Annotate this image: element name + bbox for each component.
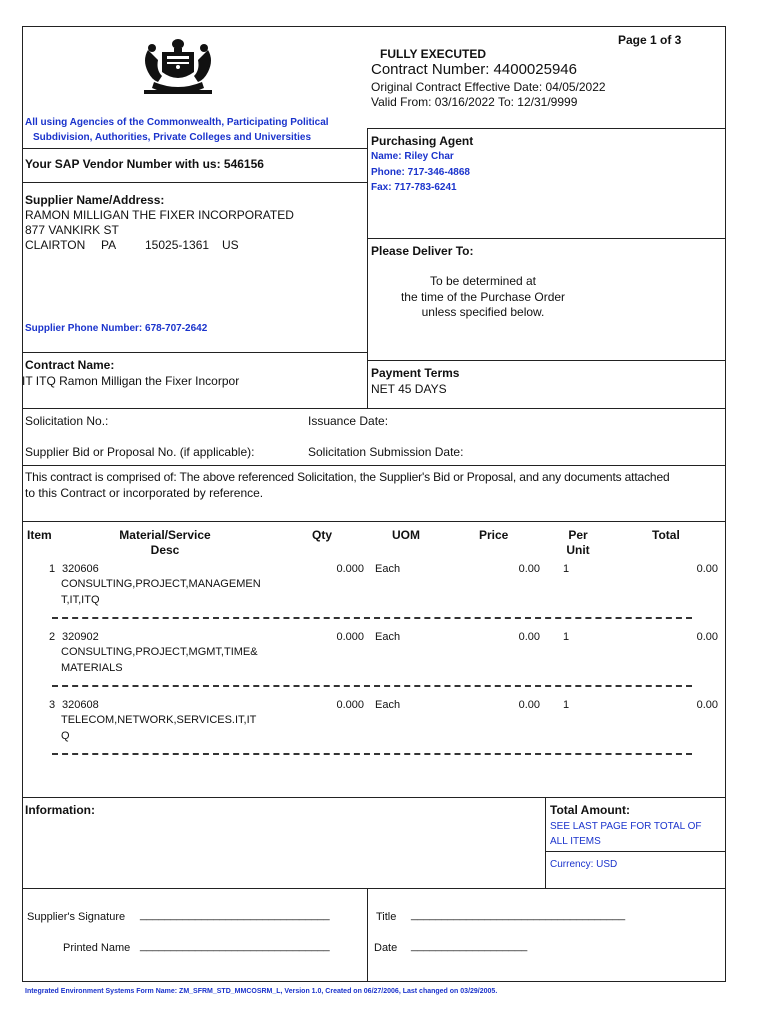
header-price: Price xyxy=(479,528,509,542)
supplier-street: 877 VANKIRK ST xyxy=(25,223,119,237)
agencies-line2: Subdivision, Authorities, Private Colleges and Universities xyxy=(33,132,312,143)
line-info-top xyxy=(22,797,726,798)
row3-uom: Each xyxy=(375,699,401,711)
row3-desc1: TELECOM,NETWORK,SERVICES.IT,IT xyxy=(61,714,257,726)
contract-name-title: Contract Name: xyxy=(25,358,115,372)
date-label: Date xyxy=(374,942,398,954)
agencies-line1: All using Agencies of the Commonwealth, Participating Political xyxy=(25,117,329,128)
supplier-city: CLAIRTON xyxy=(25,238,86,252)
payment-terms-title: Payment Terms xyxy=(371,366,460,380)
printed-name-line[interactable]: _______________________________ xyxy=(140,940,330,952)
row1-desc1: CONSULTING,PROJECT,MANAGEMEN xyxy=(61,578,261,590)
line-solicitation-top xyxy=(22,408,726,409)
row1-separator xyxy=(52,617,692,627)
row3-price: 0.00 xyxy=(518,699,540,711)
effective-date: Original Contract Effective Date: 04/05/2022 xyxy=(371,80,606,94)
row1-price: 0.00 xyxy=(518,563,540,575)
contract-number: Contract Number: 4400025946 xyxy=(371,61,577,78)
row1-uom: Each xyxy=(375,563,401,575)
supplier-name: RAMON MILLIGAN THE FIXER INCORPORATED xyxy=(25,208,294,222)
row3-code: 320608 xyxy=(62,699,99,711)
header-material: Material/Service xyxy=(119,528,211,542)
line-payment-top xyxy=(367,360,726,361)
agent-name: Name: Riley Char xyxy=(371,151,454,162)
row2-total: 0.00 xyxy=(696,631,718,643)
row1-item: 1 xyxy=(49,563,56,575)
info-divider xyxy=(545,797,546,889)
information-label: Information: xyxy=(25,803,95,817)
footer-form-name: Integrated Environment Systems Form Name: ZM_SFRM_STD_MMCOSRM_L, Version 1.0, Created on 06/27/2006, Last changed on 03/29/2005. xyxy=(25,988,498,995)
header-qty: Qty xyxy=(312,528,333,542)
frame-right xyxy=(725,26,726,982)
comprised-line2: to this Contract or incorporated by reference. xyxy=(25,486,264,500)
upper-divider xyxy=(367,128,368,408)
row2-uom: Each xyxy=(375,631,401,643)
row1-qty: 0.000 xyxy=(336,563,364,575)
row3-separator xyxy=(52,753,692,763)
row2-desc2: MATERIALS xyxy=(61,662,123,674)
line-table-top xyxy=(22,521,726,522)
frame-bottom xyxy=(22,981,726,982)
line-comprised-top xyxy=(22,465,726,466)
row3-qty: 0.000 xyxy=(336,699,364,711)
supplier-signature-label: Supplier's Signature xyxy=(27,911,126,923)
signature-divider xyxy=(367,888,368,982)
title-label: Title xyxy=(376,911,397,923)
agent-fax: Fax: 717-783-6241 xyxy=(371,182,457,193)
frame-top xyxy=(22,26,726,27)
status-label: FULLY EXECUTED xyxy=(380,47,487,61)
currency: Currency: USD xyxy=(550,859,618,870)
line-vendor-top xyxy=(22,148,367,149)
total-amount-line1: SEE LAST PAGE FOR TOTAL OF xyxy=(550,821,702,832)
row1-code: 320606 xyxy=(62,563,99,575)
row3-per: 1 xyxy=(563,699,570,711)
line-supplier-top xyxy=(22,182,367,183)
supplier-signature-line[interactable]: _______________________________ xyxy=(140,909,330,921)
row1-desc2: T,IT,ITQ xyxy=(61,594,100,606)
header-item: Item xyxy=(27,528,52,542)
payment-terms-value: NET 45 DAYS xyxy=(371,382,447,396)
purchasing-agent-title: Purchasing Agent xyxy=(371,134,474,148)
row2-qty: 0.000 xyxy=(336,631,364,643)
row3-desc2: Q xyxy=(61,730,70,742)
supplier-title: Supplier Name/Address: xyxy=(25,193,165,207)
supplier-bid: Supplier Bid or Proposal No. (if applicable): xyxy=(25,445,255,459)
row3-total: 0.00 xyxy=(696,699,718,711)
line-currency-top xyxy=(545,851,726,852)
line-agent-top xyxy=(367,128,726,129)
vendor-number: Your SAP Vendor Number with us: 546156 xyxy=(25,157,264,171)
supplier-country: US xyxy=(222,238,239,252)
header-per: Per xyxy=(568,528,588,542)
row2-separator xyxy=(52,685,692,695)
supplier-state: PA xyxy=(101,238,117,252)
valid-dates: Valid From: 03/16/2022 To: 12/31/9999 xyxy=(371,95,578,109)
header-unit: Unit xyxy=(566,543,590,557)
deliver-line1: To be determined at xyxy=(429,274,537,288)
row1-per: 1 xyxy=(563,563,570,575)
contract-name-value: IT ITQ Ramon Milligan the Fixer Incorpor xyxy=(22,374,240,388)
submission-date: Solicitation Submission Date: xyxy=(308,445,464,459)
total-amount-line2: ALL ITEMS xyxy=(550,836,601,847)
printed-name-label: Printed Name xyxy=(63,942,131,954)
supplier-phone xyxy=(25,323,207,334)
state-seal-icon xyxy=(140,36,216,98)
supplier-zip: 15025-1361 xyxy=(145,238,210,252)
deliver-title: Please Deliver To: xyxy=(371,244,474,258)
header-desc: Desc xyxy=(150,543,180,557)
header-total: Total xyxy=(652,528,680,542)
header-uom: UOM xyxy=(392,528,420,542)
supplier-phone-text: Supplier Phone Number: 678-707-2642 xyxy=(25,323,208,334)
deliver-line2: the time of the Purchase Order xyxy=(400,290,566,304)
frame-left xyxy=(22,26,23,982)
row2-price: 0.00 xyxy=(518,631,540,643)
issuance-date: Issuance Date: xyxy=(308,414,389,428)
row2-per: 1 xyxy=(563,631,570,643)
row3-item: 3 xyxy=(49,699,56,711)
row1-total: 0.00 xyxy=(696,563,718,575)
deliver-line3: unless specified below. xyxy=(421,305,545,319)
line-contractname-top xyxy=(22,352,367,353)
row2-code: 320902 xyxy=(62,631,99,643)
row2-item: 2 xyxy=(49,631,56,643)
comprised-line1: This contract is comprised of: The above referenced Solicitation, the Supplier's Bid or Proposal, and any documents attached xyxy=(25,470,670,484)
total-amount-title: Total Amount: xyxy=(550,803,630,817)
agent-phone: Phone: 717-346-4868 xyxy=(371,167,470,178)
title-line[interactable]: ___________________________________ xyxy=(411,909,626,921)
line-deliver-top xyxy=(367,238,726,239)
date-line[interactable]: ___________________ xyxy=(411,940,528,952)
line-signature-top xyxy=(22,888,726,889)
row2-desc1: CONSULTING,PROJECT,MGMT,TIME& xyxy=(61,646,258,658)
solicitation-no: Solicitation No.: xyxy=(25,414,109,428)
page-number: Page 1 of 3 xyxy=(618,33,682,47)
